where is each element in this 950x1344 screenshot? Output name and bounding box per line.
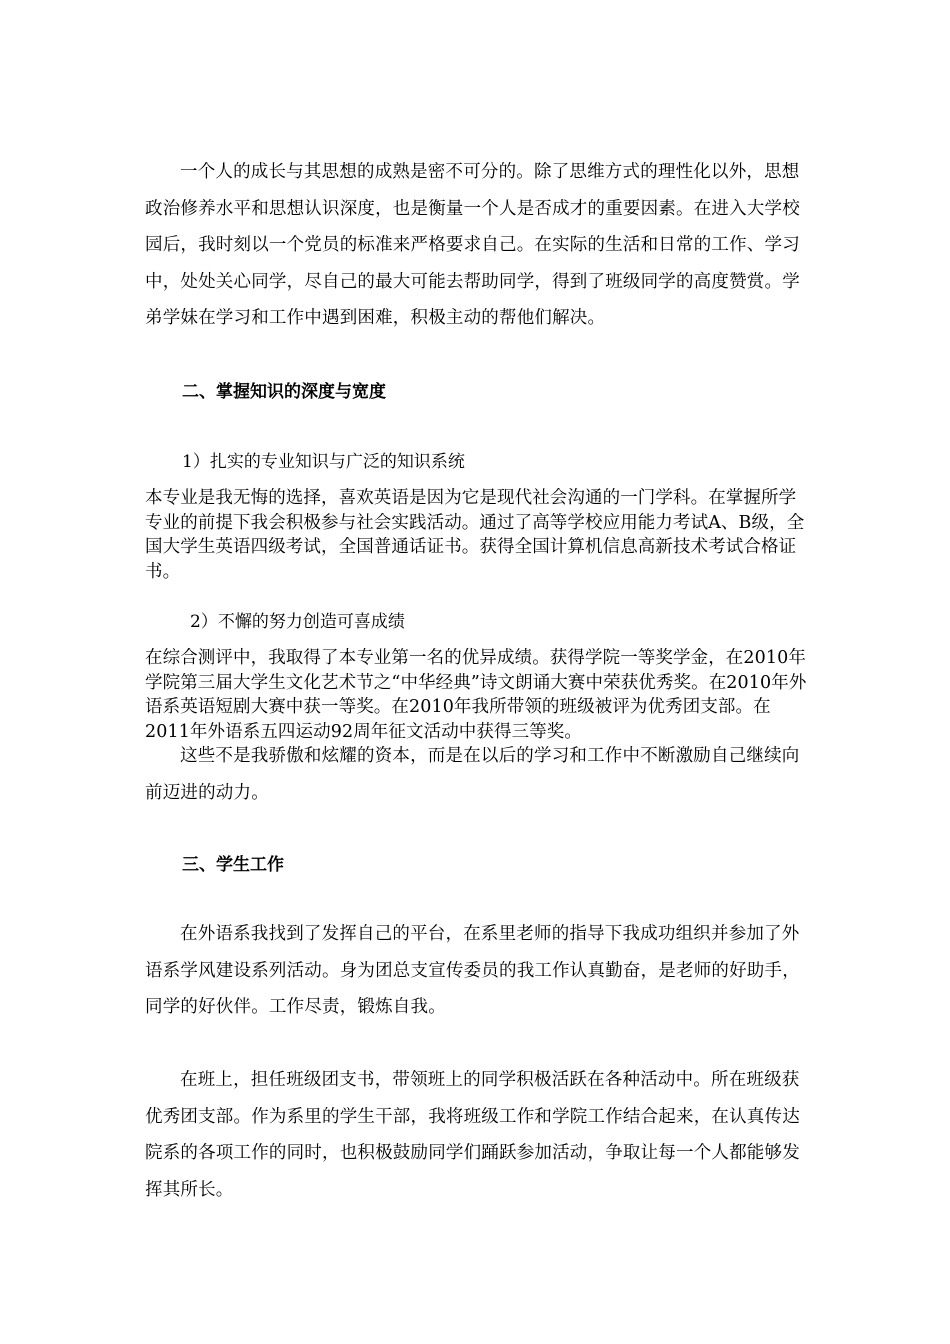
paragraph-ideology: 一个人的成长与其思想的成熟是密不可分的。除了思维方式的理性化以外，思想政治修养水平和思想认识深度，也是衡量一个人是否成才的重要因素。在进入大学校园后，我时刻以一个党员的标准来严格要求自己。在实际的生活和日常的工作、学习中，处处关心同学，尽自己的最大可能去帮助同学，得到了班级同学的高度赞赏。学弟学妹在学习和工作中遇到困难，积极主动的帮他们解决。 (145, 162, 800, 328)
section-heading-knowledge: 二、掌握知识的深度与宽度 (182, 382, 386, 402)
paragraph-major: 本专业是我无悔的选择，喜欢英语是因为它是现代社会沟通的一门学科。在掌握所学专业的前提下我会积极参与社会实践活动。通过了高等学校应用能力考试A、B级，全国大学生英语四级考试，全国普通话证书。获得全国计算机信息高新技术考试合格证书。 (145, 488, 805, 582)
paragraph-class-work: 在班上，担任班级团支书，带领班上的同学积极活跃在各种活动中。所在班级获优秀团支部。作为系里的学生干部，我将班级工作和学院工作结合起来，在认真传达院系的各项工作的同时，也积极鼓励同学们踊跃参加活动，争取让每一个人都能够发挥其所长。 (145, 1070, 800, 1200)
paragraph-motivation: 这些不是我骄傲和炫耀的资本，而是在以后的学习和工作中不断激励自己继续向前迈进的动力。 (145, 746, 800, 803)
paragraph-department-work: 在外语系我找到了发挥自己的平台，在系里老师的指导下我成功组织并参加了外语系学风建设系列活动。身为团总支宣传委员的我工作认真勤奋，是老师的好助手，同学的好伙伴。工作尽责，锻炼自我。 (145, 924, 800, 1017)
section-heading-student-work: 三、学生工作 (182, 855, 284, 875)
paragraph-awards: 在综合测评中，我取得了本专业第一名的优异成绩。获得学院一等奖学金，在2010年学院第三届大学生文化艺术节之“中华经典”诗文朗诵大赛中荣获优秀奖。在2010年外语系英语短剧大赛中获一等奖。在2010年我所带领的班级被评为优秀团支部。在2011年外语系五四运动92周年征文活动中获得三等奖。 (145, 648, 807, 742)
subheading-achievements: 2）不懈的努力创造可喜成绩 (190, 612, 405, 632)
subheading-professional-knowledge: 1）扎实的专业知识与广泛的知识系统 (182, 452, 465, 472)
